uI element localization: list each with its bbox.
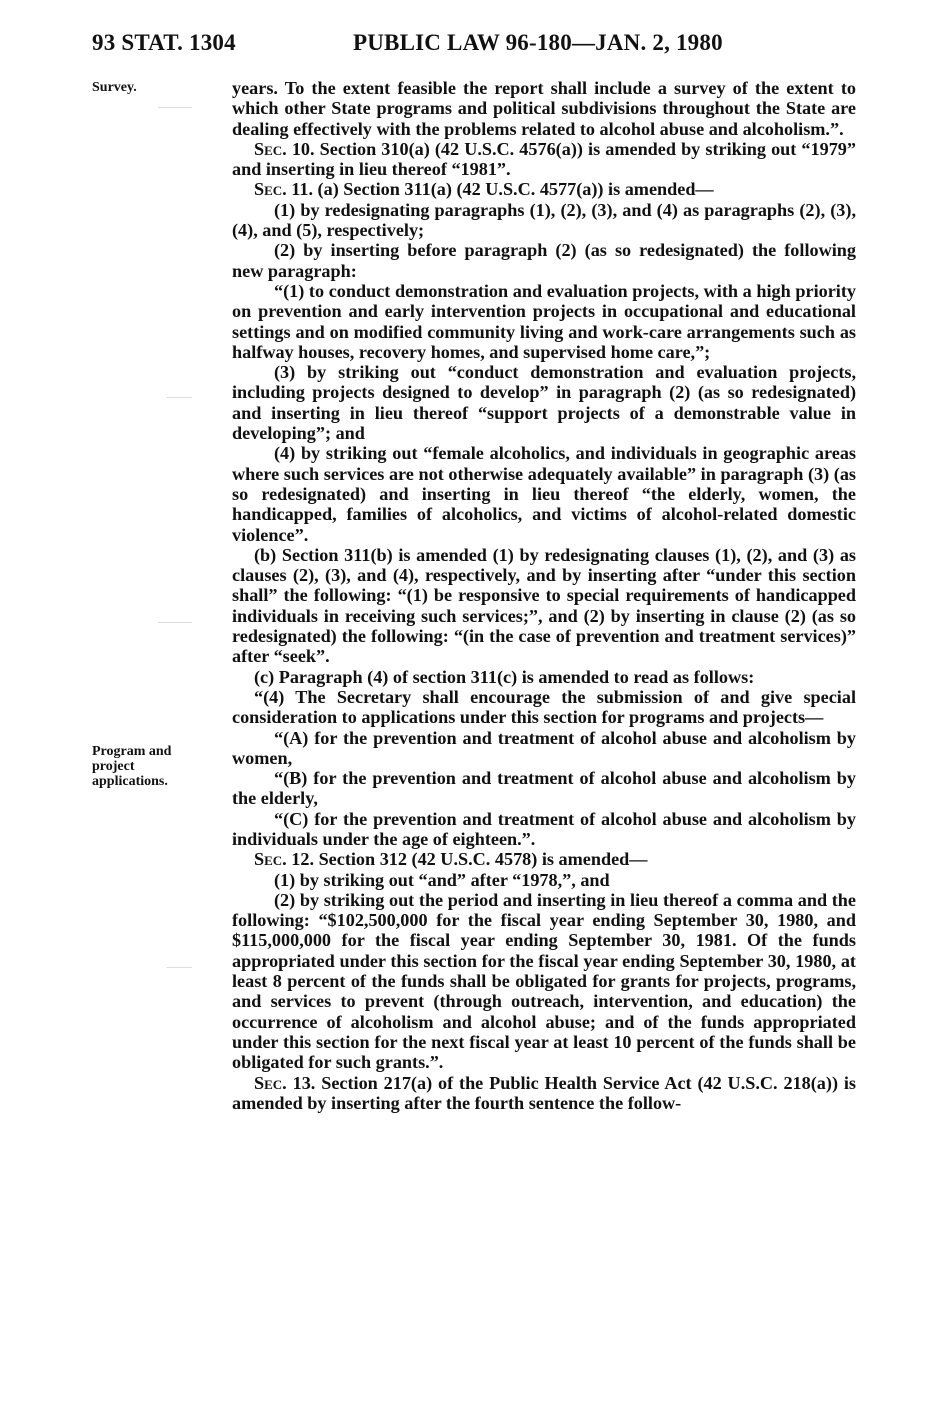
paragraph: (3) by striking out “conduct demonstration and evaluation projects, including projects designed to develop” in paragraph (2) (as so redesignated) and inserting in lieu thereof “support projects of a demonstrable value in developing”; and bbox=[232, 362, 856, 444]
paragraph: (2) by striking out the period and inserting in lieu thereof a comma and the following: “$102,500,000 for the fiscal year ending September 30, 1980, and $115,000,000 for the fiscal year ending September 30, 1981. Of the funds appropriated under this section for the fiscal year ending September 30, 1980, at least 8 percent of the funds shall be obligated for grants for projects, programs, and services to prevent (through outreach, intervention, and education) the occurrence of alcoholism and alcohol abuse; and of the funds appropriated under this section for the next fiscal year at least 10 percent of the funds shall be obligated for such grants.”. bbox=[232, 889, 856, 1073]
bleed-through-decoration: ─── bbox=[166, 960, 192, 974]
section-label: Sec. bbox=[254, 1072, 287, 1093]
bleed-through-decoration: ──── bbox=[157, 615, 192, 629]
statute-page-number: 93 STAT. 1304 bbox=[92, 30, 236, 55]
section-label: Sec. bbox=[254, 138, 287, 159]
section-paragraph bbox=[232, 1073, 856, 1114]
paragraph: years. To the extent feasible the report shall include a survey of the extent to which other State programs and political subdivisions throughout the State are dealing effectively with the problems related to alcohol abuse and alcoholism.”. bbox=[232, 78, 856, 139]
paragraph-text: 12. Section 312 (42 U.S.C. 4578) is amended— bbox=[286, 849, 648, 870]
section-paragraph bbox=[232, 139, 856, 180]
section-label: Sec. bbox=[254, 179, 287, 200]
paragraph: (b) Section 311(b) is amended (1) by redesignating clauses (1), (2), and (3) as clauses (2), (3), and (4), respectively, and by inserting after “under this section shall” the following: “(1) be responsive to special requirements of handicapped individuals in receiving such services;”, and (2) by inserting in clause (2) (as so redesignated) the following: “(in the case of prevention and treatment services)” after “seek”. bbox=[232, 544, 856, 667]
paragraph: (c) Paragraph (4) of section 311(c) is amended to read as follows: bbox=[254, 666, 755, 687]
body-text bbox=[232, 78, 856, 1113]
paragraph-text: 11. (a) Section 311(a) (42 U.S.C. 4577(a)) is amended— bbox=[286, 179, 714, 200]
page-header-title: PUBLIC LAW 96-180—JAN. 2, 1980 bbox=[353, 30, 723, 55]
paragraph: (1) by redesignating paragraphs (1), (2), (3), and (4) as paragraphs (2), (3), (4), and (5), respectively; bbox=[232, 199, 856, 241]
quoted-paragraph: “(4) The Secretary shall encourage the submission of and give special consideration to applications under this section for programs and projects— bbox=[232, 686, 856, 728]
section-label: Sec. bbox=[254, 849, 287, 870]
paragraph-text: 10. Section 310(a) (42 U.S.C. 4576(a)) is amended by striking out “1979” and inserting in lieu thereof “1981”. bbox=[232, 138, 856, 180]
quoted-paragraph: “(C) for the prevention and treatment of alcohol abuse and alcoholism by individuals under the age of eighteen.”. bbox=[232, 808, 856, 849]
section-paragraph bbox=[232, 849, 856, 869]
paragraph: (4) by striking out “female alcoholics, and individuals in geographic areas where such services are not otherwise adequately available” in paragraph (3) (as so redesignated) and inserting in lieu thereof “the elderly, women, the handicapped, families of alcoholics, and victims of alcohol-related domestic violence”. bbox=[232, 443, 856, 545]
quoted-paragraph: “(A) for the prevention and treatment of alcohol abuse and alcoholism by women, bbox=[232, 727, 856, 768]
quoted-paragraph: “(1) to conduct demonstration and evaluation projects, with a high priority on prevention and early intervention projects in occupational and educational settings and on modified community living and work-care arrangements such as halfway houses, recovery homes, and supervised home care,”; bbox=[232, 280, 856, 362]
paragraph-text: 13. Section 217(a) of the Public Health Service Act (42 U.S.C. 218(a)) is amended by inserting after the fourth sentence the follow- bbox=[232, 1072, 856, 1113]
quoted-paragraph: “(B) for the prevention and treatment of alcohol abuse and alcoholism by the elderly, bbox=[232, 768, 856, 809]
margin-note-survey: Survey. bbox=[92, 80, 137, 95]
section-paragraph bbox=[232, 179, 856, 199]
paragraph: (2) by inserting before paragraph (2) (as so redesignated) the following new paragraph: bbox=[232, 240, 856, 281]
paragraph: (1) by striking out “and” after “1978,”, and bbox=[274, 869, 610, 890]
margin-note-program-applications: Program and project applications. bbox=[92, 744, 172, 789]
bleed-through-decoration: ──── bbox=[157, 100, 192, 114]
bleed-through-decoration: ─── bbox=[166, 390, 192, 404]
